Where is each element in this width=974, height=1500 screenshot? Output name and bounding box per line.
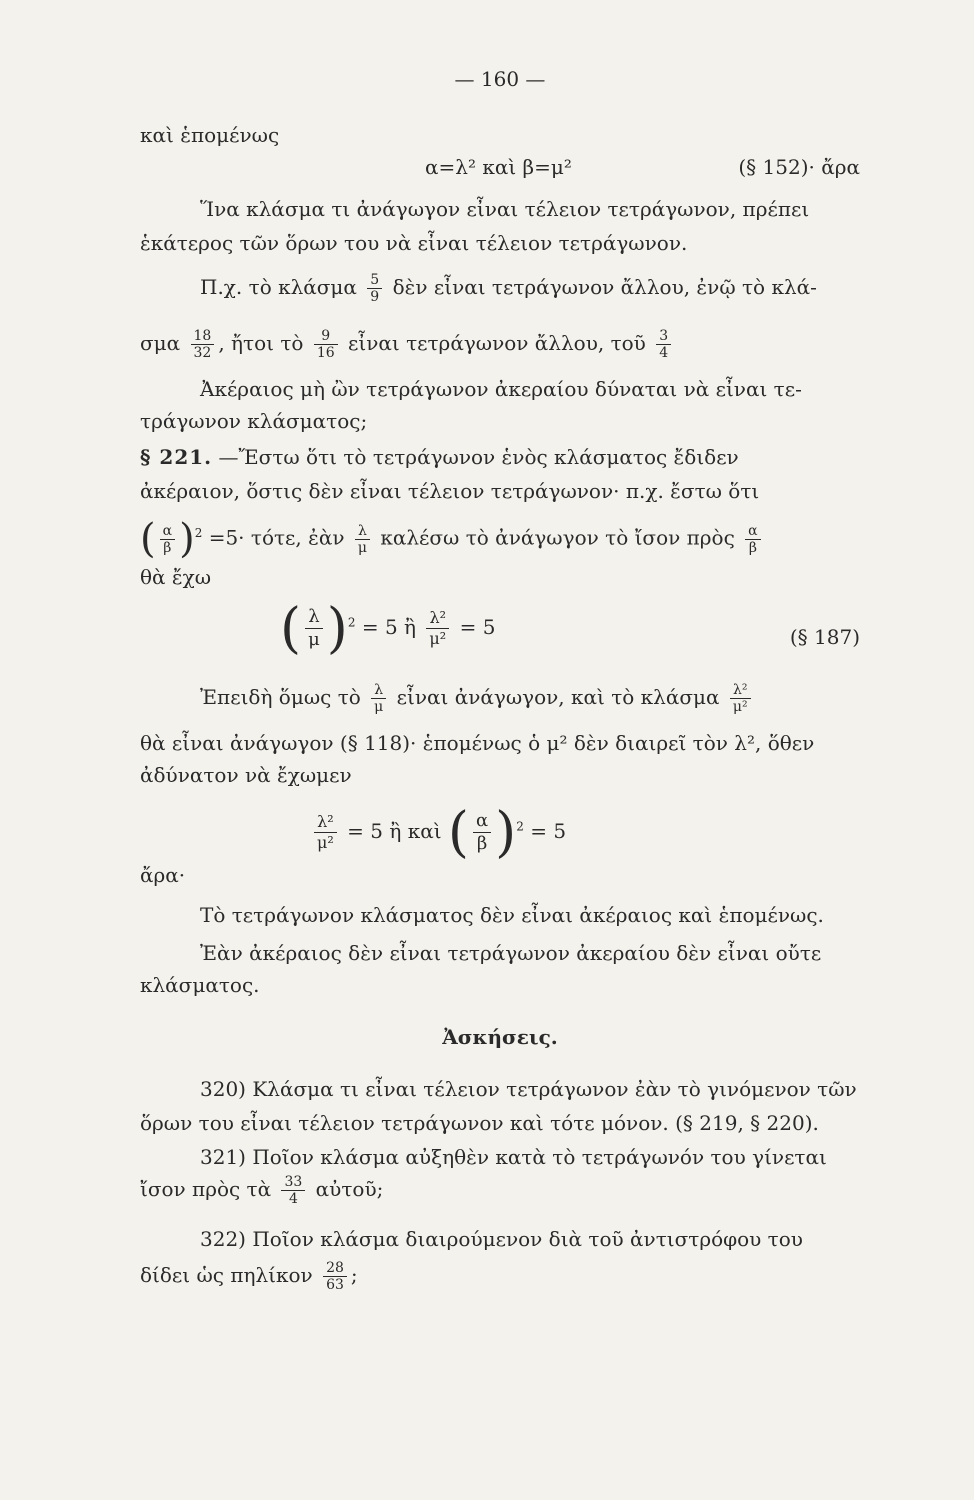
text-line: Ἐὰν ἀκέραιος δὲν εἶναι τετράγωνον ἀκεραίου δὲν εἶναι οὔτε: [200, 941, 822, 965]
text-segment: —Ἔστω ὅτι τὸ τετράγωνον ἑνὸς κλάσματος ἔδιδεν: [218, 445, 739, 469]
fraction-alpha-beta: $\frac{\alpha}{\beta}$: [473, 810, 491, 855]
fraction-9-16: $\frac{9}{16}$: [314, 328, 338, 361]
text-line: Τὸ τετράγωνον κλάσματος δὲν εἶναι ἀκέραιος καὶ ἑπομένως.: [200, 903, 824, 927]
text-segment: εἶναι τετράγωνον ἄλλου, τοῦ: [348, 331, 646, 355]
text-line: [140, 444, 860, 470]
fraction-18-32: $\frac{18}{32}$: [191, 328, 215, 361]
fraction-lambda2-mu2: $\frac{\text{λ²}}{\text{μ²}}$: [730, 682, 751, 715]
text-segment: δὲν εἶναι τετράγωνον ἄλλου, ἐνῷ τὸ κλά-: [392, 275, 817, 299]
fraction-28-63: $\frac{28}{63}$: [323, 1260, 347, 1293]
text-segment: δίδει ὡς πηλίκον: [140, 1263, 313, 1287]
exercise-321: 321) Ποῖον κλάσμα αὐξηθὲν κατὰ τὸ τετράγωνόν του γίνεται: [200, 1145, 827, 1169]
book-page: — 160 — καὶ ἑπομένως α=λ² καὶ β=μ² (§ 152)· ἄρα Ἵνα κλάσμα τι ἀνάγωγον εἶναι τέλειον τετράγωνον, πρέπει ἑκάτερος τῶν ὅρων του νὰ εἶναι τέλειον τετράγωνον. Π.χ. τὸ κλάσμα $\frac{5}{9}$ δὲν εἶναι τετράγωνον ἄλλου, ἐνῷ τὸ κλά- σμα $\frac{18}{32}$ , ἤτοι τὸ $\frac{9}{16}$ εἶναι τετράγωνον ἄλλου, τοῦ $\frac{3}{4}$ Ἀκέραιος μὴ ὢν τετράγωνον ἀκεραίου δύναται νὰ εἶναι τε- τράγωνον κλάσματος; § 221. —Ἔστω ὅτι τὸ τετράγωνον ἑνὸς κλάσματος ἔδιδεν ἀκέραιον, ὅστις δὲν εἶναι τέλειον τετράγωνον· π.χ. ἔστω ὅτι ( $\frac{\alpha}{\beta}$ )$^2$ =5· τότε, ἐὰν $\frac{\lambda}{\mu}$ καλέσω τὸ ἀνάγωγον τὸ ἴσον πρὸς $\frac{\alpha}{\beta}$ θὰ ἔχω ( $\frac{\lambda}{\mu}$ )$^2$ = 5 ἢ $\frac{\text{λ²}}{\text{μ²}}$ = 5 (§ 187) Ἐπειδὴ ὅμως τὸ $\frac{\lambda}{\mu}$ εἶναι ἀνάγωγον, καὶ τὸ κλάσμα $\frac{\text{λ²}}{\text{μ²}}$ θὰ εἶναι ἀνάγωγον (§ 118)· ἑπομένως ὁ μ² δὲν διαιρεῖ τὸν λ², ὅθεν ἀδύνατον νὰ ἔχωμεν $\frac{\text{λ²}}{\text{μ²}}$ = 5 ἢ καὶ ( $\frac{\alpha}{\beta}$ )$^2$ = 5 ἄρα· Τὸ τετράγωνον κλάσματος δὲν εἶναι ἀκέραιος καὶ ἑπομένως. Ἐὰν ἀκέραιος δὲν εἶναι τετράγωνον ἀκεραίου δὲν εἶναι οὔτε κλάσματος. Ἀσκήσεις. 320) Κλάσμα τι εἶναι τέλειον τετράγωνον ἐὰν τὸ γινόμενον τῶν ὅρων του εἶναι τέλειον τετράγωνον καὶ τότε μόνον. (§ 219, § 220). 321) Ποῖον κλάσμα αὐξηθὲν κατὰ τὸ τετράγωνόν του γίνεται ἴσον πρὸς τὰ $\frac{33}{4}$ αὐτοῦ; 322) Ποῖον κλάσμα διαιρούμενον διὰ τοῦ ἀντιστρόφου του δίδει ὡς πηλίκον $\frac{28}{63}$ ;: [140, 67, 860, 1293]
paren-open: (: [140, 516, 156, 563]
text-line: ἀκέραιον, ὅστις δὲν εἶναι τέλειον τετράγωνον· π.χ. ἔστω ὅτι: [140, 479, 760, 503]
text-segment: Ἐπειδὴ ὅμως τὸ: [200, 685, 361, 709]
formula-reference: (§ 152)· ἄρα: [738, 155, 860, 179]
text-line: [200, 272, 860, 305]
text-line: ἄρα·: [140, 863, 186, 887]
text-line: Ἵνα κλάσμα τι ἀνάγωγον εἶναι τέλειον τετράγωνον, πρέπει: [200, 197, 810, 221]
text-segment: ἴσον πρὸς τὰ: [140, 1177, 272, 1201]
text-line: [200, 682, 860, 715]
text-line: θὰ ἔχω: [140, 565, 212, 589]
equation-reference: (§ 187): [789, 625, 860, 649]
fraction-alpha-beta: $\frac{\alpha}{\beta}$: [745, 523, 760, 556]
exponent: 2: [194, 526, 203, 540]
text-line: καὶ ἑπομένως: [140, 123, 280, 147]
fraction-lambda2-mu2: $\frac{\text{λ²}}{\text{μ²}}$: [426, 608, 449, 649]
text-line: θὰ εἶναι ἀνάγωγον (§ 118)· ἑπομένως ὁ μ² δὲν διαιρεῖ τὸν λ², ὅθεν: [140, 731, 815, 755]
fraction-5-9: $\frac{5}{9}$: [367, 272, 382, 305]
text-segment: Π.χ. τὸ κλάσμα: [200, 275, 357, 299]
text-line: ἀδύνατον νὰ ἔχωμεν: [140, 763, 352, 787]
fraction-33-4: $\frac{33}{4}$: [281, 1174, 305, 1207]
fraction-lambda2-mu2: $\frac{\text{λ²}}{\text{μ²}}$: [314, 812, 337, 853]
equation-text: = 5 ἢ: [361, 615, 417, 639]
equation-text: = 5: [530, 819, 567, 843]
fraction-lambda-mu: $\frac{\lambda}{\mu}$: [371, 682, 386, 715]
text-line: [140, 328, 860, 361]
text-segment: εἶναι ἀνάγωγον, καὶ τὸ κλάσμα: [396, 685, 720, 709]
page-number: — 160 —: [454, 67, 546, 91]
text-line: [140, 516, 860, 563]
exercise-321-cont: [140, 1174, 860, 1207]
text-segment: ;: [350, 1263, 358, 1287]
section-number: § 221.: [140, 445, 213, 469]
text-segment: καλέσω τὸ ἀνάγωγον τὸ ἴσον πρὸς: [380, 525, 735, 550]
exercises-heading: Ἀσκήσεις.: [442, 1025, 558, 1049]
fraction-3-4: $\frac{3}{4}$: [656, 328, 671, 361]
formula-alpha-beta: α=λ² καὶ β=μ²: [425, 155, 572, 179]
exercise-320: 320) Κλάσμα τι εἶναι τέλειον τετράγωνον ἐὰν τὸ γινόμενον τῶν: [200, 1077, 857, 1101]
text-line: Ἀκέραιος μὴ ὢν τετράγωνον ἀκεραίου δύναται νὰ εἶναι τε-: [200, 377, 802, 401]
equation-text: = 5: [459, 615, 496, 639]
exercise-322-cont: [140, 1260, 860, 1293]
equation-text: = 5 ἢ καὶ: [347, 819, 442, 843]
text-segment: =5· τότε, ἐὰν: [208, 525, 345, 550]
text-line: τράγωνον κλάσματος;: [140, 409, 368, 433]
fraction-alpha-beta: $\frac{\alpha}{\beta}$: [160, 523, 175, 556]
paren-close: ): [179, 516, 195, 563]
text-segment: σμα: [140, 331, 181, 355]
exercise-320-cont: ὅρων του εἶναι τέλειον τετράγωνον καὶ τότε μόνον. (§ 219, § 220).: [140, 1111, 819, 1135]
text-line: ἑκάτερος τῶν ὅρων του νὰ εἶναι τέλειον τετράγωνον.: [140, 231, 688, 255]
fraction-lambda-mu: $\frac{\lambda}{\mu}$: [305, 606, 323, 651]
fraction-lambda-mu: $\frac{\lambda}{\mu}$: [355, 523, 370, 556]
text-segment: , ἤτοι τὸ: [218, 331, 304, 355]
text-segment: αὐτοῦ;: [315, 1177, 384, 1201]
text-line: κλάσματος.: [140, 973, 260, 997]
exercise-322: 322) Ποῖον κλάσμα διαιρούμενον διὰ τοῦ ἀντιστρόφου του: [200, 1227, 803, 1251]
